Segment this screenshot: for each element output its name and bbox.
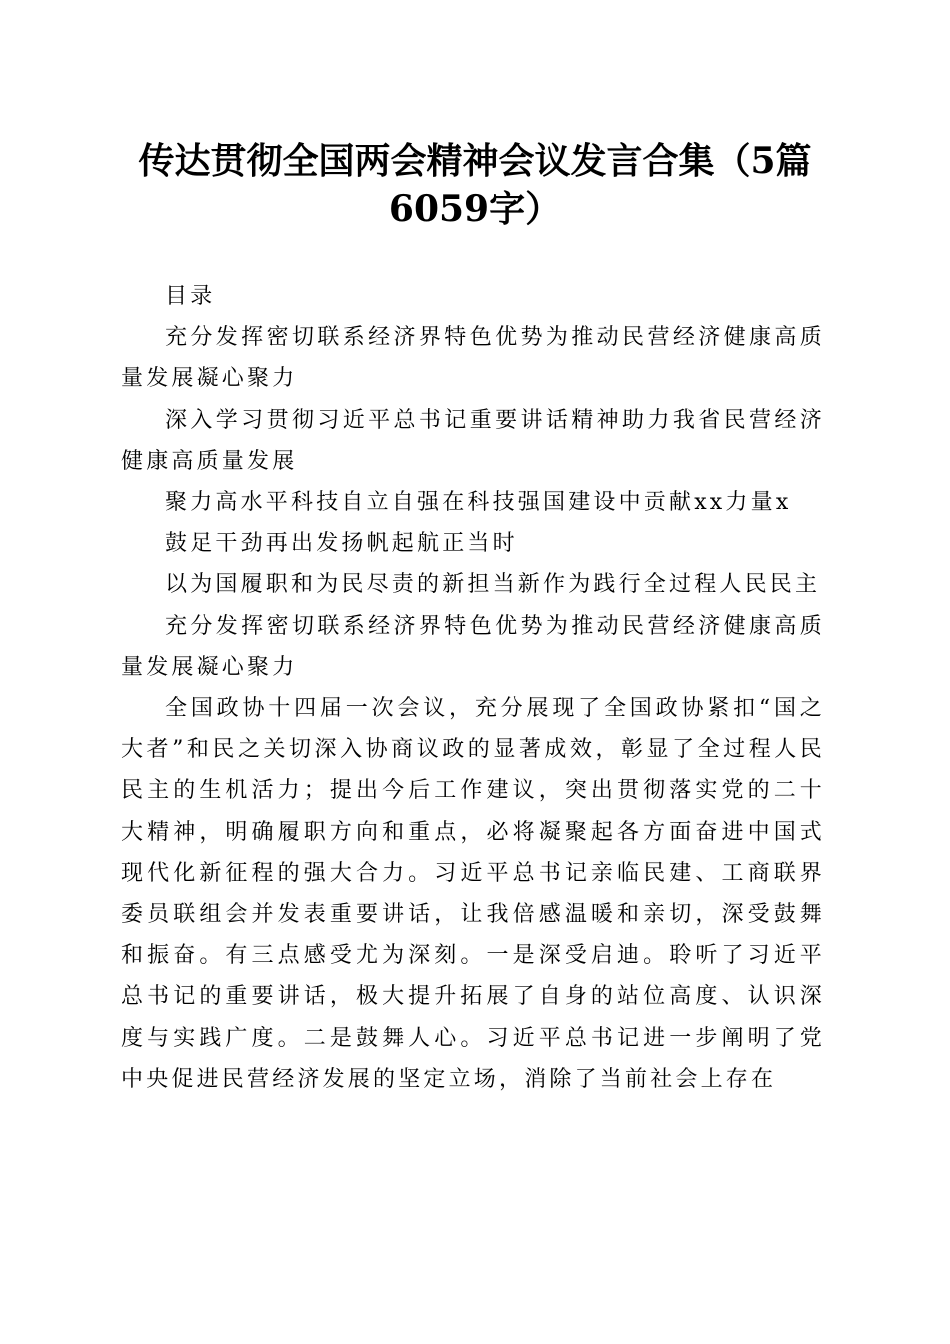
toc-heading: 目录 <box>165 284 216 309</box>
document-body <box>121 276 825 1100</box>
toc-item: 深入学习贯彻习近平总书记重要讲话精神助力我省民营经济健康高质量发展 <box>121 407 825 474</box>
toc-item: 充分发挥密切联系经济界特色优势为推动民营经济健康高质量发展凝心聚力 <box>121 325 825 392</box>
toc-item: 聚力高水平科技自立自强在科技强国建设中贡献xx力量x <box>165 490 792 516</box>
toc-item: 以为国履职和为民尽责的新担当新作为践行全过程人民民主 <box>165 572 821 598</box>
section-heading: 充分发挥密切联系经济界特色优势为推动民营经济健康高质量发展凝心聚力 <box>121 613 825 680</box>
toc-item: 鼓足干劲再出发扬帆起航正当时 <box>165 531 518 557</box>
document-title: 传达贯彻全国两会精神会议发言合集（5篇6059字） <box>138 140 812 230</box>
body-paragraph: 全国政协十四届一次会议，充分展现了全国政协紧扣“国之大者”和民之关切深入协商议政的显著成效，彰显了全过程人民民主的生机活力；提出今后工作建议，突出贯彻落实党的二十大精神，明确履职方向和重点，必将凝聚起各方面奋进中国式现代化新征程的强大合力。习近平总书记亲临民建、工商联界委员联组会并发表重要讲话，让我倍感温暖和亲切，深受鼓舞和振奋。有三点感受尤为深刻。一是深受启迪。聆听了习近平总书记的重要讲话，极大提升拓展了自身的站位高度、认识深度与实践广度。二是鼓舞人心。习近平总书记进一步阐明了党中央促进民营经济发展的坚定立场，消除了当前社会上存在 <box>121 696 825 1092</box>
